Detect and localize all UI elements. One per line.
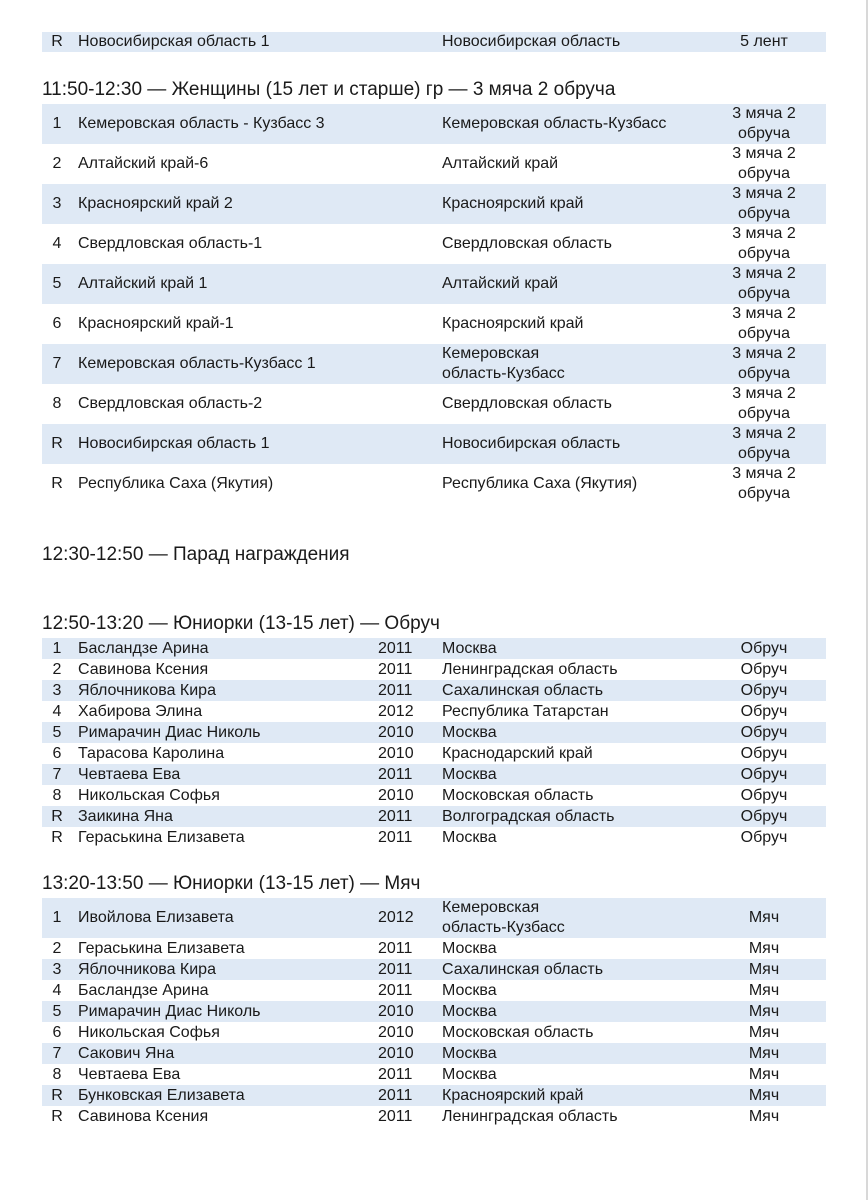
place-cell: 6: [52, 315, 62, 332]
place-cell: 6: [52, 1024, 62, 1041]
athlete-row: [42, 638, 826, 659]
place-cell: 4: [52, 703, 62, 720]
region-cell: [442, 722, 702, 743]
athlete-name: Чевтаева Ева: [78, 1066, 181, 1083]
apparatus-cell: [702, 384, 826, 424]
team-name: Кемеровская область-Кузбасс 1: [72, 344, 442, 384]
athlete-row: [42, 722, 826, 743]
region-cell: [442, 1085, 702, 1106]
team-name: Алтайский край-6: [78, 155, 209, 172]
region-cell: [442, 224, 702, 264]
place-cell: 1: [42, 104, 72, 144]
parade-title: 12:30-12:50 — Парад награждения: [42, 544, 350, 565]
apparatus-cell: [702, 264, 826, 304]
region-cell: [442, 785, 702, 806]
team-name: Красноярский край-1: [78, 315, 234, 332]
group-section-title: 11:50-12:30 — Женщины (15 лет и старше) гр — 3 мяча 2 обруча: [42, 79, 616, 100]
region-line: Красноярский край: [442, 315, 584, 332]
athlete-row: [42, 659, 826, 680]
apparatus-cell: [702, 424, 826, 464]
apparatus-cell: [702, 144, 826, 184]
birth-year: 2011: [378, 829, 413, 846]
apparatus-cell: Обруч: [702, 806, 826, 827]
athlete-row: [42, 898, 826, 938]
place-cell: 6: [52, 745, 62, 762]
region-cell: [442, 1106, 702, 1127]
athlete-row: [42, 1001, 826, 1022]
athlete-name: Басландзе Арина: [78, 982, 209, 999]
athlete-row: [42, 785, 826, 806]
region-cell: [442, 806, 702, 827]
region-cell: [442, 638, 702, 659]
team-row: [42, 304, 826, 344]
team-name: Свердловская область-2: [78, 395, 263, 412]
birth-year: 2010: [378, 787, 414, 804]
region-line: Новосибирская область: [442, 435, 621, 452]
region-cell: Новосибирская область: [442, 32, 702, 52]
team-row: [42, 264, 826, 304]
apparatus-cell: Обруч: [740, 787, 788, 804]
apparatus-line: 3 мяча 2: [732, 185, 796, 202]
place-cell: 4: [52, 982, 62, 999]
apparatus-line: обруча: [737, 365, 790, 382]
region-cell: [442, 184, 702, 224]
place-cell: 1: [42, 898, 72, 938]
region-line: Московская область: [442, 1024, 594, 1041]
region-line: Алтайский край: [442, 275, 559, 292]
region-cell: [442, 144, 702, 184]
athlete-row: [42, 980, 826, 1001]
birth-year: 2011: [378, 764, 442, 785]
athlete-name: Гераськина Елизавета: [78, 829, 245, 846]
apparatus-line: 3 мяча 2: [732, 105, 796, 122]
region-line: Москва: [442, 1003, 497, 1020]
region-line: Алтайский край: [442, 155, 559, 172]
region-line: Ленинградская область: [442, 661, 618, 678]
region-cell: [442, 1064, 702, 1085]
place-cell: 5: [42, 264, 72, 304]
ball-section-title: 13:20-13:50 — Юниорки (13-15 лет) — Мяч: [42, 873, 421, 894]
region-cell: [442, 743, 702, 764]
birth-year: 2011: [378, 680, 442, 701]
apparatus-cell: Обруч: [702, 638, 826, 659]
athlete-row: [42, 1022, 826, 1043]
region-line: Ленинградская область: [442, 1108, 618, 1125]
team-row: [42, 224, 826, 264]
athlete-name: Хабирова Элина: [78, 703, 203, 720]
region-cell: [442, 464, 702, 504]
birth-year: 2012: [378, 898, 442, 938]
apparatus-cell: Обруч: [702, 722, 826, 743]
region-cell: [442, 980, 702, 1001]
region-cell: [442, 304, 702, 344]
place-cell: 2: [52, 661, 62, 678]
athlete-name: Чевтаева Ева: [72, 764, 378, 785]
birth-year: 2011: [378, 959, 442, 980]
region-cell: [442, 959, 702, 980]
region-line: Республика Татарстан: [442, 703, 609, 720]
place-cell: 1: [42, 638, 72, 659]
apparatus-line: 3 мяча 2: [732, 305, 796, 322]
schedule-page: [42, 0, 826, 1127]
apparatus-line: обруча: [737, 285, 790, 302]
apparatus-cell: Мяч: [702, 959, 826, 980]
athlete-name: Римарачин Диас Николь: [72, 1001, 378, 1022]
apparatus-cell: Мяч: [702, 898, 826, 938]
place-cell: R: [42, 806, 72, 827]
birth-year: 2011: [378, 661, 413, 678]
athlete-name: Яблочникова Кира: [72, 959, 378, 980]
team-row: [42, 464, 826, 504]
team-name: Свердловская область-1: [78, 235, 263, 252]
birth-year: 2011: [378, 638, 442, 659]
hoop-results-table: [42, 638, 826, 848]
birth-year: 2010: [378, 1001, 442, 1022]
athlete-row: [42, 806, 826, 827]
apparatus-cell: Обруч: [740, 829, 788, 846]
region-cell: [442, 104, 702, 144]
region-line: Москва: [442, 829, 497, 846]
athlete-row: [42, 1106, 826, 1127]
athlete-name: Басландзе Арина: [72, 638, 378, 659]
region-line: Москва: [442, 766, 497, 783]
apparatus-line: 3 мяча 2: [732, 465, 796, 482]
team-name: Республика Саха (Якутия): [78, 475, 274, 492]
athlete-row: [42, 959, 826, 980]
place-cell: 5: [42, 722, 72, 743]
athlete-row: [42, 1043, 826, 1064]
athlete-name: Сакович Яна: [72, 1043, 378, 1064]
team-row: [42, 184, 826, 224]
region-cell: [442, 264, 702, 304]
apparatus-cell: [702, 344, 826, 384]
birth-year: 2010: [378, 722, 442, 743]
team-row: [42, 344, 826, 384]
apparatus-cell: Обруч: [740, 703, 788, 720]
apparatus-cell: [702, 464, 826, 504]
apparatus-cell: Обруч: [702, 680, 826, 701]
apparatus-line: 3 мяча 2: [732, 225, 796, 242]
place-cell: R: [42, 1085, 72, 1106]
apparatus-line: обруча: [737, 405, 790, 422]
place-cell: R: [51, 475, 63, 492]
region-line: Кемеровская: [442, 345, 540, 362]
region-line: Красноярский край: [442, 1087, 584, 1104]
place-cell: 8: [52, 1066, 62, 1083]
apparatus-line: 3 мяча 2: [732, 425, 796, 442]
region-cell: [442, 1043, 702, 1064]
place-cell: 3: [42, 680, 72, 701]
region-cell: [442, 680, 702, 701]
place-cell: 3: [42, 959, 72, 980]
apparatus-line: 3 мяча 2: [732, 145, 796, 162]
place-cell: 7: [42, 764, 72, 785]
region-line: Москва: [442, 940, 497, 957]
region-line: область-Кузбасс: [442, 365, 565, 382]
region-line: Москва: [442, 640, 497, 657]
apparatus-cell: Мяч: [702, 1085, 826, 1106]
region-line: Москва: [442, 1066, 497, 1083]
region-cell: [442, 344, 702, 384]
team-row: [42, 32, 826, 52]
place-cell: 3: [42, 184, 72, 224]
birth-year: 2010: [378, 1024, 414, 1041]
birth-year: 2011: [378, 1085, 442, 1106]
apparatus-line: обруча: [737, 485, 790, 502]
apparatus-cell: Мяч: [702, 1043, 826, 1064]
apparatus-cell: [702, 184, 826, 224]
athlete-name: Римарачин Диас Николь: [72, 722, 378, 743]
place-cell: 7: [42, 1043, 72, 1064]
athlete-name: Савинова Ксения: [78, 661, 209, 678]
apparatus-cell: Мяч: [748, 1108, 780, 1125]
apparatus-line: обруча: [737, 325, 790, 342]
region-line: Москва: [442, 982, 497, 999]
apparatus-line: 3 мяча 2: [732, 385, 796, 402]
birth-year: 2011: [378, 806, 442, 827]
team-row: [42, 104, 826, 144]
athlete-row: [42, 1064, 826, 1085]
hoop-section-title: 12:50-13:20 — Юниорки (13-15 лет) — Обруч: [42, 613, 440, 634]
ball-results-table: [42, 898, 826, 1127]
apparatus-cell: 5 лент: [702, 32, 826, 52]
apparatus-cell: Обруч: [702, 764, 826, 785]
place-cell: R: [42, 424, 72, 464]
birth-year: 2010: [378, 745, 414, 762]
apparatus-cell: Мяч: [748, 1024, 780, 1041]
apparatus-cell: Мяч: [748, 1066, 780, 1083]
region-line: Республика Саха (Якутия): [442, 475, 638, 492]
team-row: [42, 384, 826, 424]
birth-year: 2011: [378, 982, 413, 999]
apparatus-cell: Мяч: [748, 982, 780, 999]
group-results-table: [42, 104, 826, 504]
place-cell: 4: [52, 235, 62, 252]
apparatus-cell: Обруч: [740, 745, 788, 762]
athlete-name: Тарасова Каролина: [78, 745, 225, 762]
athlete-name: Заикина Яна: [72, 806, 378, 827]
region-line: Красноярский край: [442, 195, 584, 212]
athlete-name: Савинова Ксения: [78, 1108, 209, 1125]
athlete-row: [42, 827, 826, 848]
place-cell: 8: [52, 395, 62, 412]
region-line: Московская область: [442, 787, 594, 804]
apparatus-line: обруча: [737, 245, 790, 262]
region-line: область-Кузбасс: [442, 919, 565, 936]
region-line: Краснодарский край: [442, 745, 593, 762]
athlete-row: [42, 764, 826, 785]
region-cell: [442, 764, 702, 785]
region-cell: [442, 659, 702, 680]
apparatus-line: обруча: [737, 445, 790, 462]
place-cell: 5: [42, 1001, 72, 1022]
team-name: Алтайский край 1: [72, 264, 442, 304]
place-cell: R: [42, 32, 72, 52]
birth-year: 2010: [378, 1043, 442, 1064]
region-cell: [442, 938, 702, 959]
athlete-row: [42, 743, 826, 764]
birth-year: 2011: [378, 1066, 413, 1083]
region-cell: [442, 424, 702, 464]
place-cell: 7: [42, 344, 72, 384]
athlete-name: Никольская Софья: [78, 787, 220, 804]
region-line: Москва: [442, 724, 497, 741]
region-cell: [442, 384, 702, 424]
region-cell: [442, 898, 702, 938]
region-line: Кемеровская: [442, 899, 540, 916]
apparatus-cell: Мяч: [702, 1001, 826, 1022]
apparatus-cell: [702, 224, 826, 264]
apparatus-line: обруча: [737, 165, 790, 182]
team-row: [42, 424, 826, 464]
top-results-table: [42, 32, 826, 52]
athlete-row: [42, 1085, 826, 1106]
athlete-row: [42, 938, 826, 959]
region-line: Волгоградская область: [442, 808, 615, 825]
athlete-name: Ивойлова Елизавета: [72, 898, 378, 938]
region-cell: [442, 701, 702, 722]
team-name: Кемеровская область - Кузбасс 3: [72, 104, 442, 144]
apparatus-line: 3 мяча 2: [732, 265, 796, 282]
apparatus-line: обруча: [737, 205, 790, 222]
place-cell: R: [51, 1108, 63, 1125]
region-line: Москва: [442, 1045, 497, 1062]
athlete-row: [42, 701, 826, 722]
apparatus-cell: Мяч: [748, 940, 780, 957]
birth-year: 2011: [378, 1108, 413, 1125]
region-cell: [442, 1022, 702, 1043]
apparatus-cell: Обруч: [740, 661, 788, 678]
apparatus-line: 3 мяча 2: [732, 345, 796, 362]
region-line: Кемеровская область-Кузбасс: [442, 115, 667, 132]
place-cell: 2: [52, 940, 62, 957]
athlete-name: Гераськина Елизавета: [78, 940, 245, 957]
region-line: Сахалинская область: [442, 682, 604, 699]
athlete-row: [42, 680, 826, 701]
region-cell: [442, 827, 702, 848]
region-line: Сахалинская область: [442, 961, 604, 978]
team-name: Новосибирская область 1: [72, 424, 442, 464]
apparatus-cell: [702, 104, 826, 144]
athlete-name: Яблочникова Кира: [72, 680, 378, 701]
apparatus-cell: [702, 304, 826, 344]
athlete-name: Бунковская Елизавета: [72, 1085, 378, 1106]
birth-year: 2011: [378, 940, 413, 957]
place-cell: 2: [52, 155, 62, 172]
place-cell: 8: [52, 787, 62, 804]
birth-year: 2012: [378, 703, 414, 720]
team-name: Новосибирская область 1: [72, 32, 442, 52]
region-line: Свердловская область: [442, 395, 612, 412]
team-row: [42, 144, 826, 184]
apparatus-line: обруча: [737, 125, 790, 142]
region-line: Свердловская область: [442, 235, 612, 252]
team-name: Красноярский край 2: [72, 184, 442, 224]
place-cell: R: [51, 829, 63, 846]
region-cell: [442, 1001, 702, 1022]
athlete-name: Никольская Софья: [78, 1024, 220, 1041]
